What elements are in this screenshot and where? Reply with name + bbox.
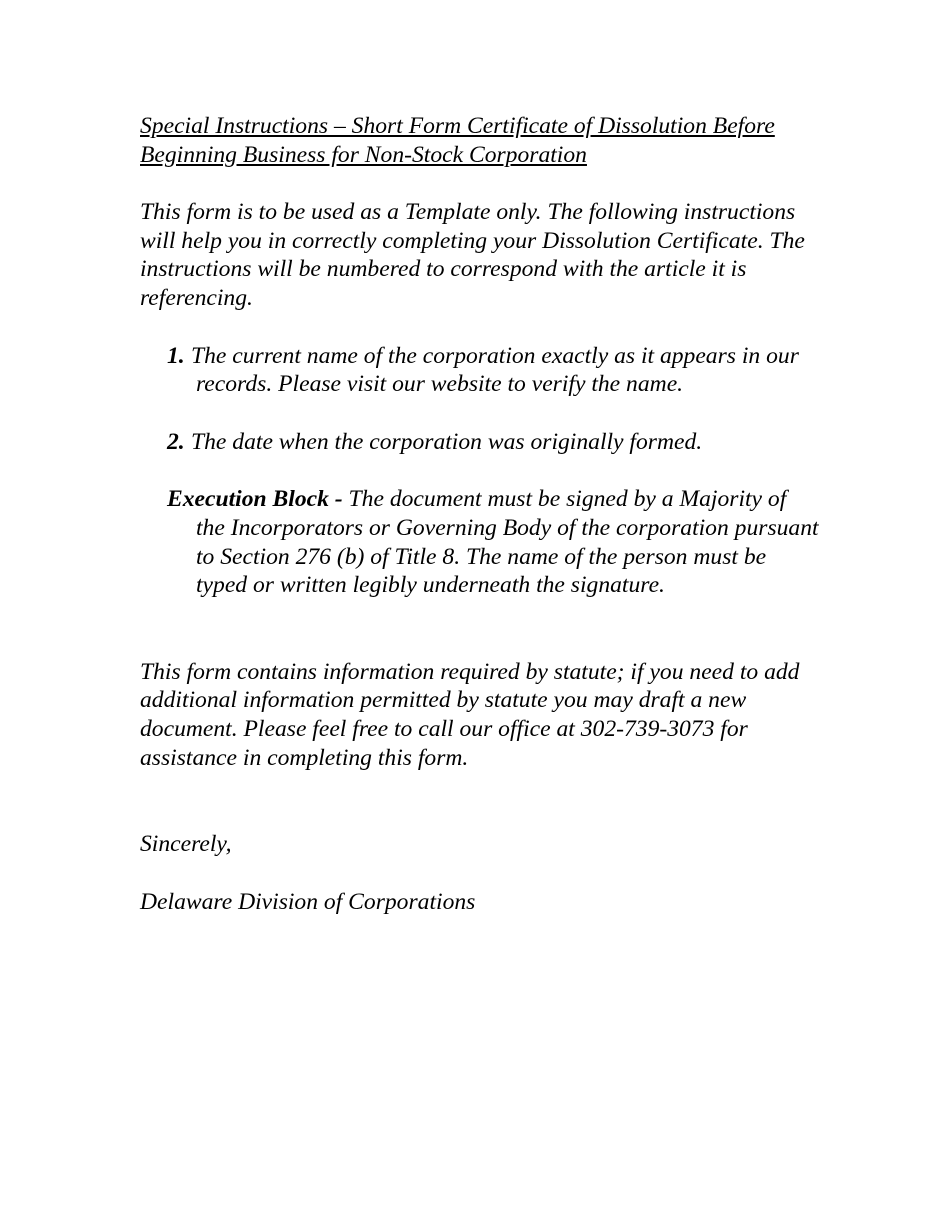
item-text: The date when the corporation was originally formed. — [191, 428, 703, 455]
closing: Sincerely, — [140, 831, 232, 858]
instruction-item-2 — [167, 428, 820, 457]
title-line-1: Special Instructions – Short Form Certificate of Dissolution Before — [140, 113, 775, 139]
execution-block-instruction — [167, 485, 820, 599]
instructions-document — [140, 112, 820, 945]
spacer — [140, 801, 820, 830]
item-number: 1. — [167, 342, 185, 369]
document-title — [140, 112, 820, 169]
instruction-item-1 — [167, 342, 820, 399]
execution-block-text: The document must be signed by a Majority of the Incorporators or Governing Body of the corporation pursuant to Section 276 (b) of Title 8. The name of the person must be typed or written legibly underneath the signature. — [196, 486, 819, 599]
title-line-2: Beginning Business for Non-Stock Corporation — [140, 141, 587, 168]
intro-paragraph: This form is to be used as a Template only. The following instructions will help you in correctly completing your Dissolution Certificate. The instructions will be numbered to correspond with the article it is referencing. — [140, 199, 805, 311]
signature: Delaware Division of Corporations — [140, 888, 476, 915]
spacer — [140, 629, 820, 658]
item-text: The current name of the corporation exactly as it appears in our records. Please visit our website to verify the name. — [191, 342, 799, 398]
item-number: 2. — [167, 428, 185, 455]
footer-note: This form contains information required by statute; if you need to add additional information permitted by statute you may draft a new document. Please feel free to call our office at 302-739-3073 for assistance in completing this form. — [140, 658, 800, 771]
execution-block-label: Execution Block - — [167, 486, 343, 513]
